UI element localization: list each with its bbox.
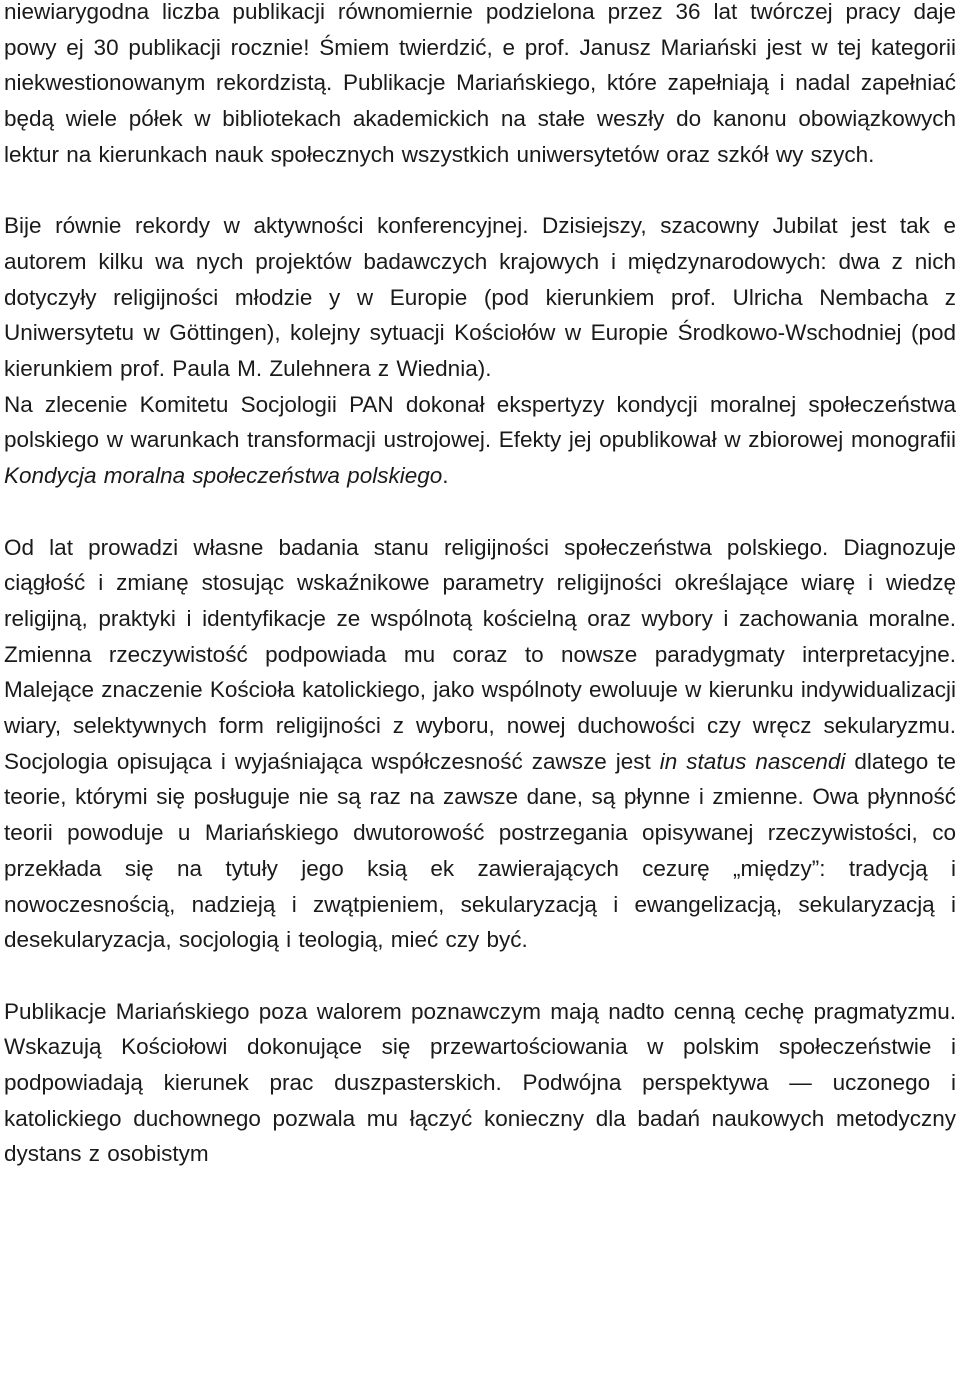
paragraph-1-text: niewiarygodna liczba publikacji równomiernie podzielona przez 36 lat twórczej pracy daje powy ej 30 publikacji rocznie! Śmiem twierdzić, e prof. Janusz Mariański jest w tej kategorii niekwestionowanym rekordzistą. Publikacje Mariańskiego, które zapełniają i nadal zapełniać będą wiele półek w bibliotekach akademickich na stałe weszły do kanonu obowiązkowych lektur na kierunkach nauk społecznych wszystkich uniwersytetów oraz szkół wy szych. bbox=[4, 0, 956, 167]
paragraph-3-text: Na zlecenie Komitetu Socjologii PAN dokonał ekspertyzy kondycji moralnej społeczeństwa polskiego w warunkach transformacji ustrojowej. Efekty jej opublikował w zbiorowej monografii bbox=[4, 391, 956, 453]
latin-phrase-italic: in status nascendi bbox=[659, 748, 846, 774]
paragraph-spacer bbox=[4, 494, 956, 530]
book-title-italic: Kondycja moralna społeczeństwa polskiego bbox=[4, 463, 443, 489]
document-page bbox=[4, 0, 956, 1172]
paragraph-5 bbox=[4, 994, 956, 1173]
paragraph-4 bbox=[4, 530, 956, 958]
paragraph-1 bbox=[4, 0, 956, 173]
paragraph-2 bbox=[4, 208, 956, 387]
paragraph-5-text: Publikacje Mariańskiego poza walorem poznawczym mają nadto cenną cechę pragmatyzmu. Wskazują Kościołowi dokonujące się przewartościowania w polskim społeczeństwie i podpowiadają kierunek prac duszpasterskich. Podwójna perspektywa — uczonego i katolickiego duchownego pozwala mu łączyć konieczny dla badań naukowych metodyczny dystans z osobistym bbox=[4, 998, 956, 1167]
paragraph-2-text: Bije równie rekordy w aktywności konferencyjnej. Dzisiejszy, szacowny Jubilat jest tak e autorem kilku wa nych projektów badawczych krajowych i międzynarodowych: dwa z nich dotyczyły religijności młodzie y w Europie (pod kierunkiem prof. Ulricha Nembacha z Uniwersytetu w Göttingen), kolejny sytuacji Kościołów w Europie Środkowo-Wschodniej (pod kierunkiem prof. Paula M. Zulehnera z Wiednia). bbox=[4, 213, 956, 382]
paragraph-4-text-start: Od lat prowadzi własne badania stanu religijności społeczeństwa polskiego. Diagnozuje ciągłość i zmianę stosując wskaźnikowe parametry religijności określające wiarę i wiedzę religijną, praktyki i identyfikacje ze wspólnotą kościelną oraz wybory i zachowania moralne. Zmienna rzeczywistość podpowiada mu coraz to nowsze paradygmaty interpretacyjne. Malejące znaczenie Kościoła katolickiego, jako wspólnoty ewoluuje w kierunku indywidualizacji wiary, selektywnych form religijności z wyboru, nowej duchowości czy wręcz sekularyzmu. Socjologia opisująca i wyjaśniająca współczesność zawsze jest bbox=[4, 534, 956, 774]
paragraph-4-text-end: dlatego te teorie, którymi się posługuje nie są raz na zawsze dane, są płynne i zmienne. Owa płynność teorii powoduje u Mariańskiego dwutorowość postrzegania opisywanej rzeczywistości, co przekłada się na tytuły jego ksią ek zawierających cezurę „między”: tradycją i nowoczesnością, nadzieją i zwątpieniem, sekularyzacją i ewangelizacją, sekularyzacją i desekularyzacja, socjologią i teologią, mieć czy być. bbox=[4, 748, 956, 953]
paragraph-spacer bbox=[4, 173, 956, 209]
paragraph-spacer bbox=[4, 958, 956, 994]
paragraph-3-period: . bbox=[442, 463, 449, 489]
paragraph-3 bbox=[4, 387, 956, 494]
